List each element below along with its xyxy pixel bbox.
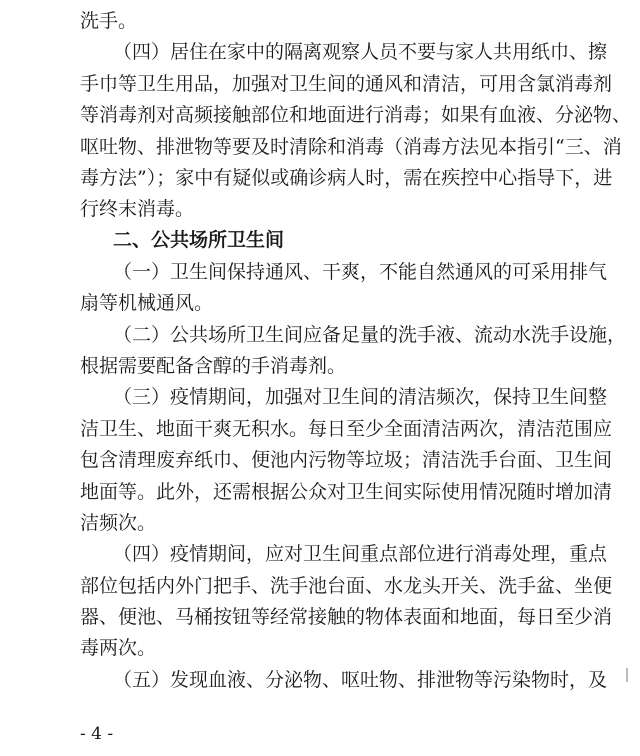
scan-artifact xyxy=(626,668,628,682)
paragraph-four-b-line: （四）疫情期间，应对卫生间重点部位进行消毒处理，重点 xyxy=(113,543,608,565)
text-line: 地面等。此外，还需根据公众对卫生间实际使用情况随时增加清 xyxy=(80,481,613,503)
text-line: 手巾等卫生用品，加强对卫生间的通风和清洁，可用含氯消毒剂 xyxy=(80,73,613,95)
text-line: 行终末消毒。 xyxy=(80,198,195,220)
text-line: 扇等机械通风。 xyxy=(80,292,214,314)
paragraph-five-line: （五）发现血液、分泌物、呕吐物、排泄物等污染物时，及 xyxy=(113,669,608,691)
text-line: 器、便池、马桶按钮等经常接触的物体表面和地面，每日至少消 xyxy=(80,606,613,628)
text-line: 部位包括内外门把手、洗手池台面、水龙头开关、洗手盆、坐便 xyxy=(80,575,613,597)
text-line: 毒两次。 xyxy=(80,637,157,659)
text-line: 呕吐物、排泄物等要及时清除和消毒（消毒方法见本指引“三、消 xyxy=(80,136,622,158)
text-line: 洗手。 xyxy=(80,10,138,32)
paragraph-three-line: （三）疫情期间，加强对卫生间的清洁频次，保持卫生间整 xyxy=(113,386,608,408)
page-number: - 4 - xyxy=(80,724,114,744)
text-line: 洁频次。 xyxy=(80,512,157,534)
text-line: 毒方法”）；家中有疑似或确诊病人时，需在疾控中心指导下，进 xyxy=(80,167,613,189)
paragraph-four-line: （四）居住在家中的隔离观察人员不要与家人共用纸巾、擦 xyxy=(113,41,608,63)
text-line: 等消毒剂对高频接触部位和地面进行消毒；如果有血液、分泌物、 xyxy=(80,104,632,126)
section-heading: 二、公共场所卫生间 xyxy=(113,229,285,251)
text-line: 洁卫生、地面干爽无积水。每日至少全面清洁两次，清洁范围应 xyxy=(80,418,613,440)
paragraph-two-line: （二）公共场所卫生间应备足量的洗手液、流动水洗手设施， xyxy=(113,324,627,346)
text-line: 根据需要配备含醇的手消毒剂。 xyxy=(80,355,347,377)
paragraph-one-line: （一）卫生间保持通风、干爽，不能自然通风的可采用排气 xyxy=(113,261,608,283)
text-line: 包含清理废弃纸巾、便池内污物等垃圾；清洁洗手台面、卫生间 xyxy=(80,449,613,471)
